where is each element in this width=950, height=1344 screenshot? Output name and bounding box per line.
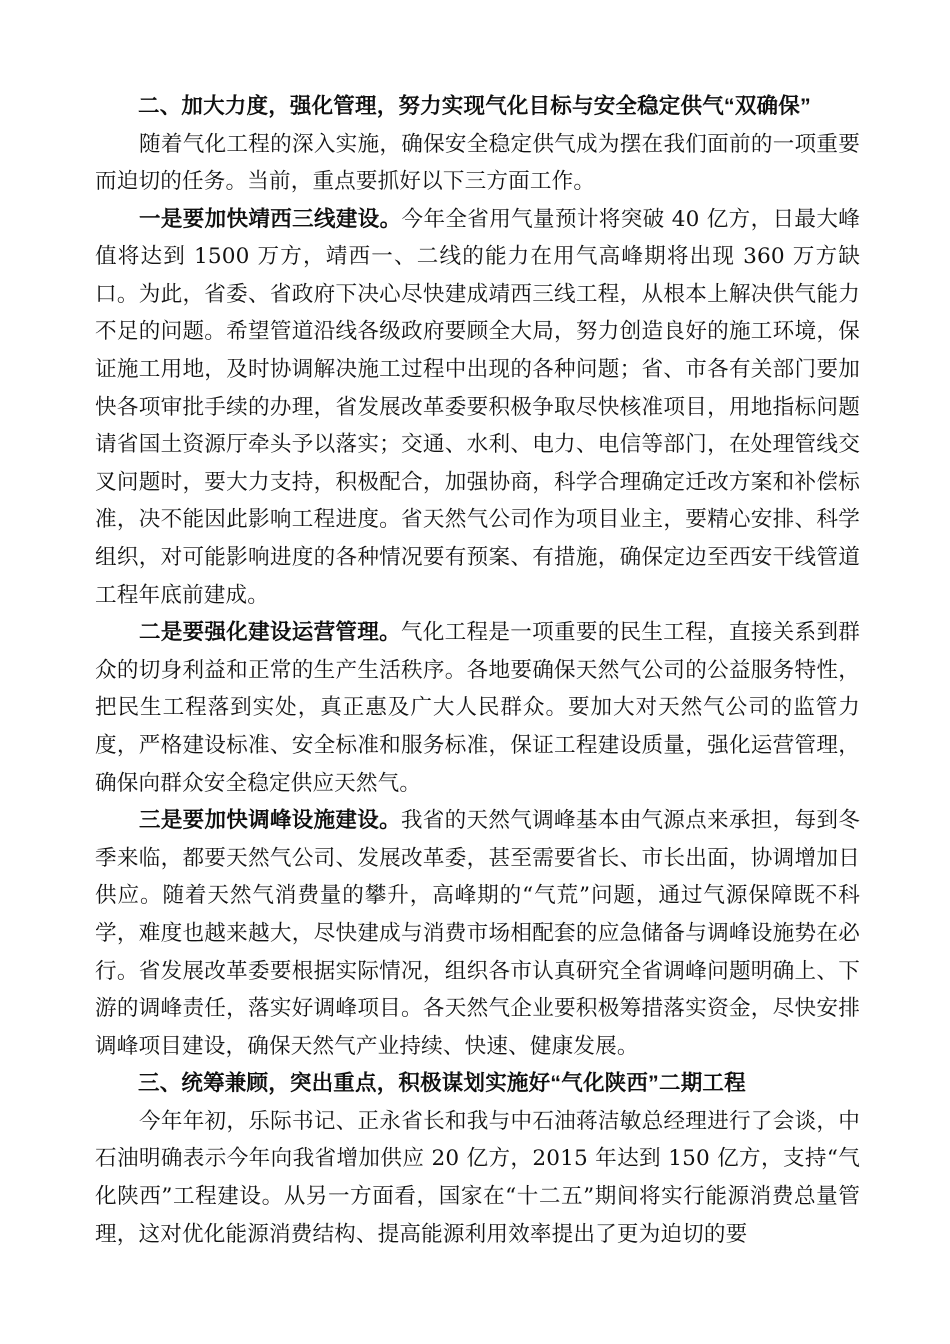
section-heading-two: 二、加大力度，强化管理，努力实现气化目标与安全稳定供气“双确保” xyxy=(138,94,811,118)
paragraph-point-two-body: 气化工程是一项重要的民生工程，直接关系到群众的切身利益和正常的生产生活秩序。各地要确保天然气公司的公益服务特性，把民生工程落到实处，真正惠及广大人民群众。要加大对天然气公司的监管力度，严格建设标准、安全标准和服务标准，保证工程建设质量，强化运营管理，确保向群众安全稳定供应天然气。 xyxy=(95,620,860,796)
document-body xyxy=(95,88,860,1253)
paragraph-point-one-lead: 一是要加快靖西三线建设。 xyxy=(139,206,402,231)
paragraph-intro: 随着气化工程的深入实施，确保安全稳定供气成为摆在我们面前的一项重要而迫切的任务。当前，重点要抓好以下三方面工作。 xyxy=(95,131,860,195)
paragraph-phase-two: 今年年初，乐际书记、正永省长和我与中石油蒋洁敏总经理进行了会谈，中石油明确表示今年向我省增加供应 20 亿方，2015 年达到 150 亿方，支持“气化陕西”工程建设。从另一方面看，国家在“十二五”期间将实行能源消费总量管理，这对优化能源消费结构、提高能源利用效率提出了更为迫切的要 xyxy=(95,1108,860,1247)
paragraph-point-one-body: 今年全省用气量预计将突破 40 亿方，日最大峰值将达到 1500 万方，靖西一、二线的能力在用气高峰期将出现 360 万方缺口。为此，省委、省政府下决心尽快建成靖西三线工程，从根本上解决供气能力不足的问题。希望管道沿线各级政府要顾全大局，努力创造良好的施工环境，保证施工用地，及时协调解决施工过程中出现的各种问题；省、市各有关部门要加快各项审批手续的办理，省发展改革委要积极争取尽快核准项目，用地指标问题请省国土资源厅牵头予以落实；交通、水利、电力、电信等部门，在处理管线交叉问题时，要大力支持，积极配合，加强协商，科学合理确定迁改方案和补偿标准，决不能因此影响工程进度。省天然气公司作为项目业主，要精心安排、科学组织，对可能影响进度的各种情况要有预案、有措施，确保定边至西安干线管道工程年底前建成。 xyxy=(95,206,860,608)
paragraph-point-one xyxy=(95,201,860,615)
paragraph-point-two-lead: 二是要强化建设运营管理。 xyxy=(139,620,401,645)
paragraph-point-three-lead: 三是要加快调峰设施建设。 xyxy=(139,808,401,833)
section-heading-three: 三、统筹兼顾，突出重点，积极谋划实施好“气化陕西”二期工程 xyxy=(138,1071,746,1096)
paragraph-point-three-body: 我省的天然气调峰基本由气源点来承担，每到冬季来临，都要天然气公司、发展改革委，甚至需要省长、市长出面，协调增加日供应。随着天然气消费量的攀升，高峰期的“气荒”问题，通过气源保障既不科学，难度也越来越大，尽快建成与消费市场相配套的应急储备与调峰设施势在必行。省发展改革委要根据实际情况，组织各市认真研究全省调峰问题明确上、下游的调峰责任，落实好调峰项目。各天然气企业要积极筹措落实资金，尽快安排调峰项目建设，确保天然气产业持续、快速、健康发展。 xyxy=(95,808,860,1059)
paragraph-point-three xyxy=(95,802,860,1065)
paragraph-point-two xyxy=(95,614,860,802)
